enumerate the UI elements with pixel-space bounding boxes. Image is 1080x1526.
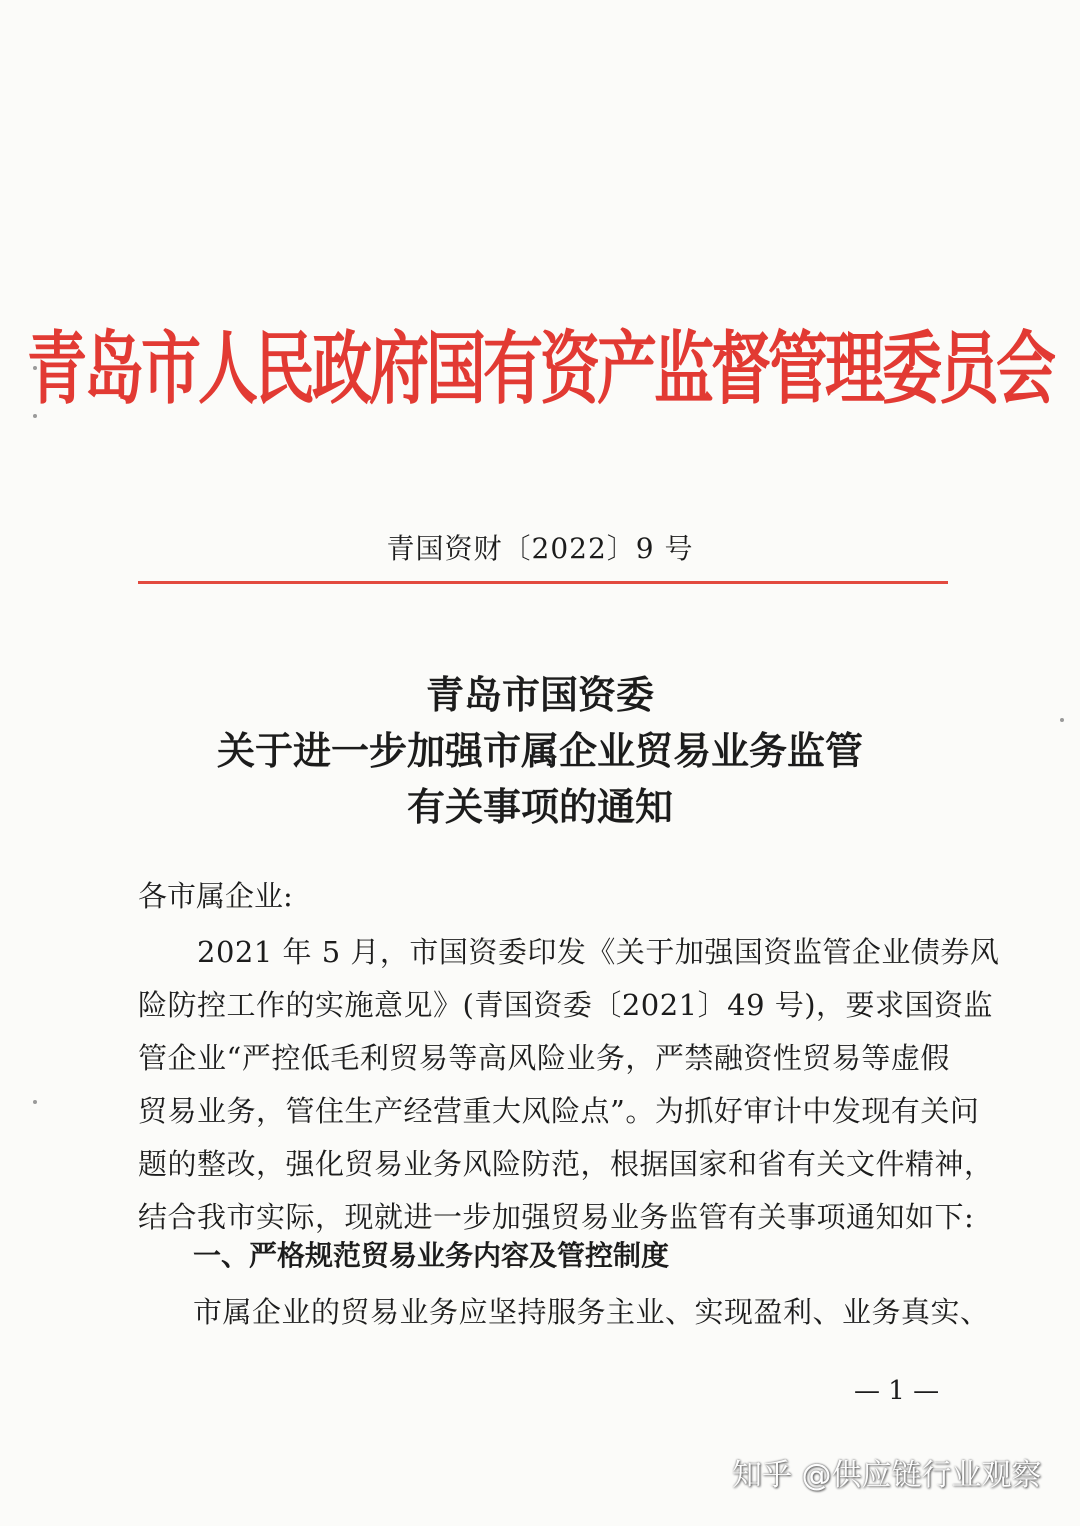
scan-speck bbox=[33, 1100, 37, 1104]
paragraph-line: 贸易业务，管住生产经营重大风险点”。为抓好审计中发现有关问 bbox=[138, 1094, 980, 1128]
paragraph-line: 险防控工作的实施意见》(青国资委〔2021〕49 号)，要求国资监 bbox=[138, 988, 994, 1022]
salutation: 各市属企业: bbox=[138, 879, 293, 913]
document-title-line-1: 青岛市国资委 bbox=[425, 672, 654, 717]
red-divider-line bbox=[138, 581, 948, 584]
section-first-line: 市属企业的贸易业务应坚持服务主业、实现盈利、业务真实、 bbox=[193, 1295, 990, 1329]
paragraph-line: 2021 年 5 月，市国资委印发《关于加强国资监管企业债券风 bbox=[138, 935, 1000, 969]
paragraph-line: 结合我市实际，现就进一步加强贸易业务监管有关事项通知如下: bbox=[138, 1200, 975, 1234]
section-heading: 一、严格规范贸易业务内容及管控制度 bbox=[193, 1239, 670, 1272]
document-title-line-3: 有关事项的通知 bbox=[406, 784, 673, 829]
document-title-line-2: 关于进一步加强市属企业贸易业务监管 bbox=[216, 728, 863, 773]
page-number: — 1 — bbox=[854, 1376, 940, 1406]
issuing-organization-header: 青岛市人民政府国有资产监督管理委员会 bbox=[27, 323, 1053, 416]
paragraph-line: 题的整改，强化贸易业务风险防范，根据国家和省有关文件精神， bbox=[138, 1147, 994, 1181]
watermark: 知乎 @供应链行业观察 bbox=[732, 1458, 1042, 1493]
paragraph-line: 管企业“严控低毛利贸易等高风险业务，严禁融资性贸易等虚假 bbox=[138, 1041, 950, 1075]
document-number: 青国资财〔2022〕9 号 bbox=[386, 532, 694, 565]
